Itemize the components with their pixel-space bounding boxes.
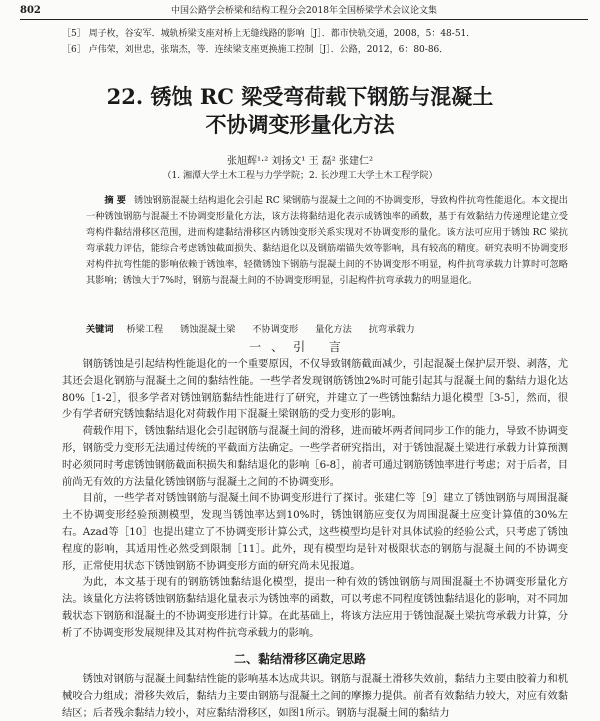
abstract-text: 锈蚀钢筋混凝土结构退化会引起 RC 梁钢筋与混凝土之间的不协调变形，导致构件抗弯性能退化。本文提出一种锈蚀钢筋与混凝土不协调变形量化方法，该方法将黏结退化表示成锈蚀率的函数，基于有效黏结力传递理论建立受弯构件黏结滑移区范围，进而构建黏结滑移区内锈蚀变形关系实现对不协调变形的量化。该方法可应用于锈蚀 RC 梁抗弯承载力评估，能综合考虑锈蚀截面损失、黏结退化以及钢筋端锚失效等影响，具有较高的精度。研究表明不协调变形对构件抗弯性能的影响依赖于锈蚀率，轻微锈蚀下钢筋与混凝土间的不协调变形不明显，构件抗弯承载力计算时可忽略其影响；锈蚀大于7%时，钢筋与混凝土间的不协调变形明显，引起构件抗弯承载力的明显退化。 bbox=[86, 195, 568, 286]
paper-title-line: 不协调变形量化方法 bbox=[205, 112, 395, 137]
keywords bbox=[86, 323, 429, 337]
author-affiliation: （1. 湘潭大学土木工程与力学学院；2. 长沙理工大学土木工程学院） bbox=[162, 171, 438, 181]
body-paragraph: 荷载作用下，锈蚀黏结退化会引起钢筋与混凝土间的滑移，进而破坏两者间同步工作的能力，导致不协调变形，钢筋受力变形无法通过传统的平截面方法确定。一些学者研究指出，对于锈蚀混凝土梁进行承载力计算预测时必须同时考虑锈蚀钢筋截面积损失和黏结退化的影响［6-8］，前者可通过钢筋锈蚀率进行考虑；对于后者，目前尚无有效的方法量化锈蚀钢筋与混凝土之间的不协调变形。 bbox=[62, 425, 568, 488]
page-number: 802 bbox=[20, 5, 41, 16]
keywords-label: 关键词 bbox=[86, 324, 114, 335]
author-list: 张旭辉¹·² 刘扬文¹ 王 磊² 张建仁² bbox=[227, 156, 373, 167]
abstract-label: 摘 要 bbox=[104, 195, 127, 206]
section-heading-introduction: 一、引 言 bbox=[249, 340, 351, 354]
keyword: 不协调变形 bbox=[252, 324, 299, 335]
paper-title-line: 22. 锈蚀 RC 梁受弯荷载下钢筋与混凝土 bbox=[106, 84, 494, 109]
paper-title bbox=[0, 83, 600, 139]
body-paragraph: 目前，一些学者对锈蚀钢筋与混凝土间不协调变形进行了探讨。张建仁等［9］建立了锈蚀钢筋与周围混凝土不协调变形经验预测模型，发现当锈蚀率达到10%时，锈蚀钢筋应变仅为周围混凝土应变计算值的30%左右。Azad等［10］也提出建立了不协调变形计算公式，这些模型均是针对具体试验的经验公式，只考虑了锈蚀程度的影响，其适用性必然受到限制［11］。此外，现有模型均是针对极限状态的钢筋与混凝土间的不协调变形，正常使用状态下锈蚀钢筋不协调变形方面的研究尚未见报道。 bbox=[62, 492, 568, 572]
reference-item: ［5］ 周子枚，谷安军．城轨桥梁支座对桥上无缝线路的影响［J］．都市快轨交通，2008，5：48-51． bbox=[62, 29, 476, 39]
body-paragraph: 锈蚀对钢筋与混凝土间黏结性能的影响基本达成共识。钢筋与混凝土滑移失效前，黏结力主要由胶着力和机械咬合力组成；滑移失效后，黏结力主要由钢筋与混凝土之间的摩擦力提供。前者有效黏结力较大，对应有效黏结区；后者残余黏结力较小，对应黏结滑移区，如图1所示。钢筋与混凝土间的黏结力 bbox=[62, 673, 568, 719]
keyword: 桥梁工程 bbox=[126, 324, 164, 335]
conference-name: 中国公路学会桥梁和结构工程分会2018年全国桥梁学术会议论文集 bbox=[171, 6, 437, 16]
keyword: 锈蚀混凝土梁 bbox=[180, 324, 236, 335]
section-heading-bond-slip: 二、黏结滑移区确定思路 bbox=[233, 652, 366, 666]
reference-item: ［6］ 卢伟荣，刘世忠，张瑞杰，等．连续梁支座更换施工控制［J］．公路，2012，6：80-86． bbox=[62, 45, 449, 55]
body-paragraph: 为此，本文基于现有的钢筋锈蚀黏结退化模型，提出一种有效的锈蚀钢筋与周围混凝土不协调变形量化方法。该量化方法将锈蚀钢筋黏结退化量表示为锈蚀率的函数，可以考虑不同程度锈蚀黏结退化的影响，对不同加载状态下钢筋和混凝土的不协调变形进行计算。在此基础上，将该方法应用于锈蚀混凝土梁抗弯承载力计算，分析了不协调变形发展规律及其对构件抗弯承载力的影响。 bbox=[62, 576, 568, 639]
section-body-bond-slip bbox=[62, 671, 568, 721]
body-paragraph: 钢筋锈蚀是引起结构性能退化的一个重要原因，不仅导致钢筋截面减少，引起混凝土保护层开裂、剥落，尤其还会退化钢筋与混凝土之间的黏结性能。一些学者发现钢筋锈蚀2%时可能引起其与混凝土间的黏结力退化达80%［1-2］，很多学者对锈蚀钢筋黏结性能进行了研究，并建立了一些锈蚀黏结力退化模型［3-5］，然而，很少有学者研究锈蚀黏结退化对荷载作用下混凝土梁钢筋的受力变形的影响。 bbox=[62, 358, 568, 421]
reference-list bbox=[62, 26, 475, 58]
section-body-introduction bbox=[62, 356, 568, 642]
keyword: 抗弯承载力 bbox=[368, 324, 415, 335]
keyword: 量化方法 bbox=[315, 324, 352, 335]
running-header bbox=[20, 3, 588, 20]
abstract bbox=[86, 193, 568, 289]
